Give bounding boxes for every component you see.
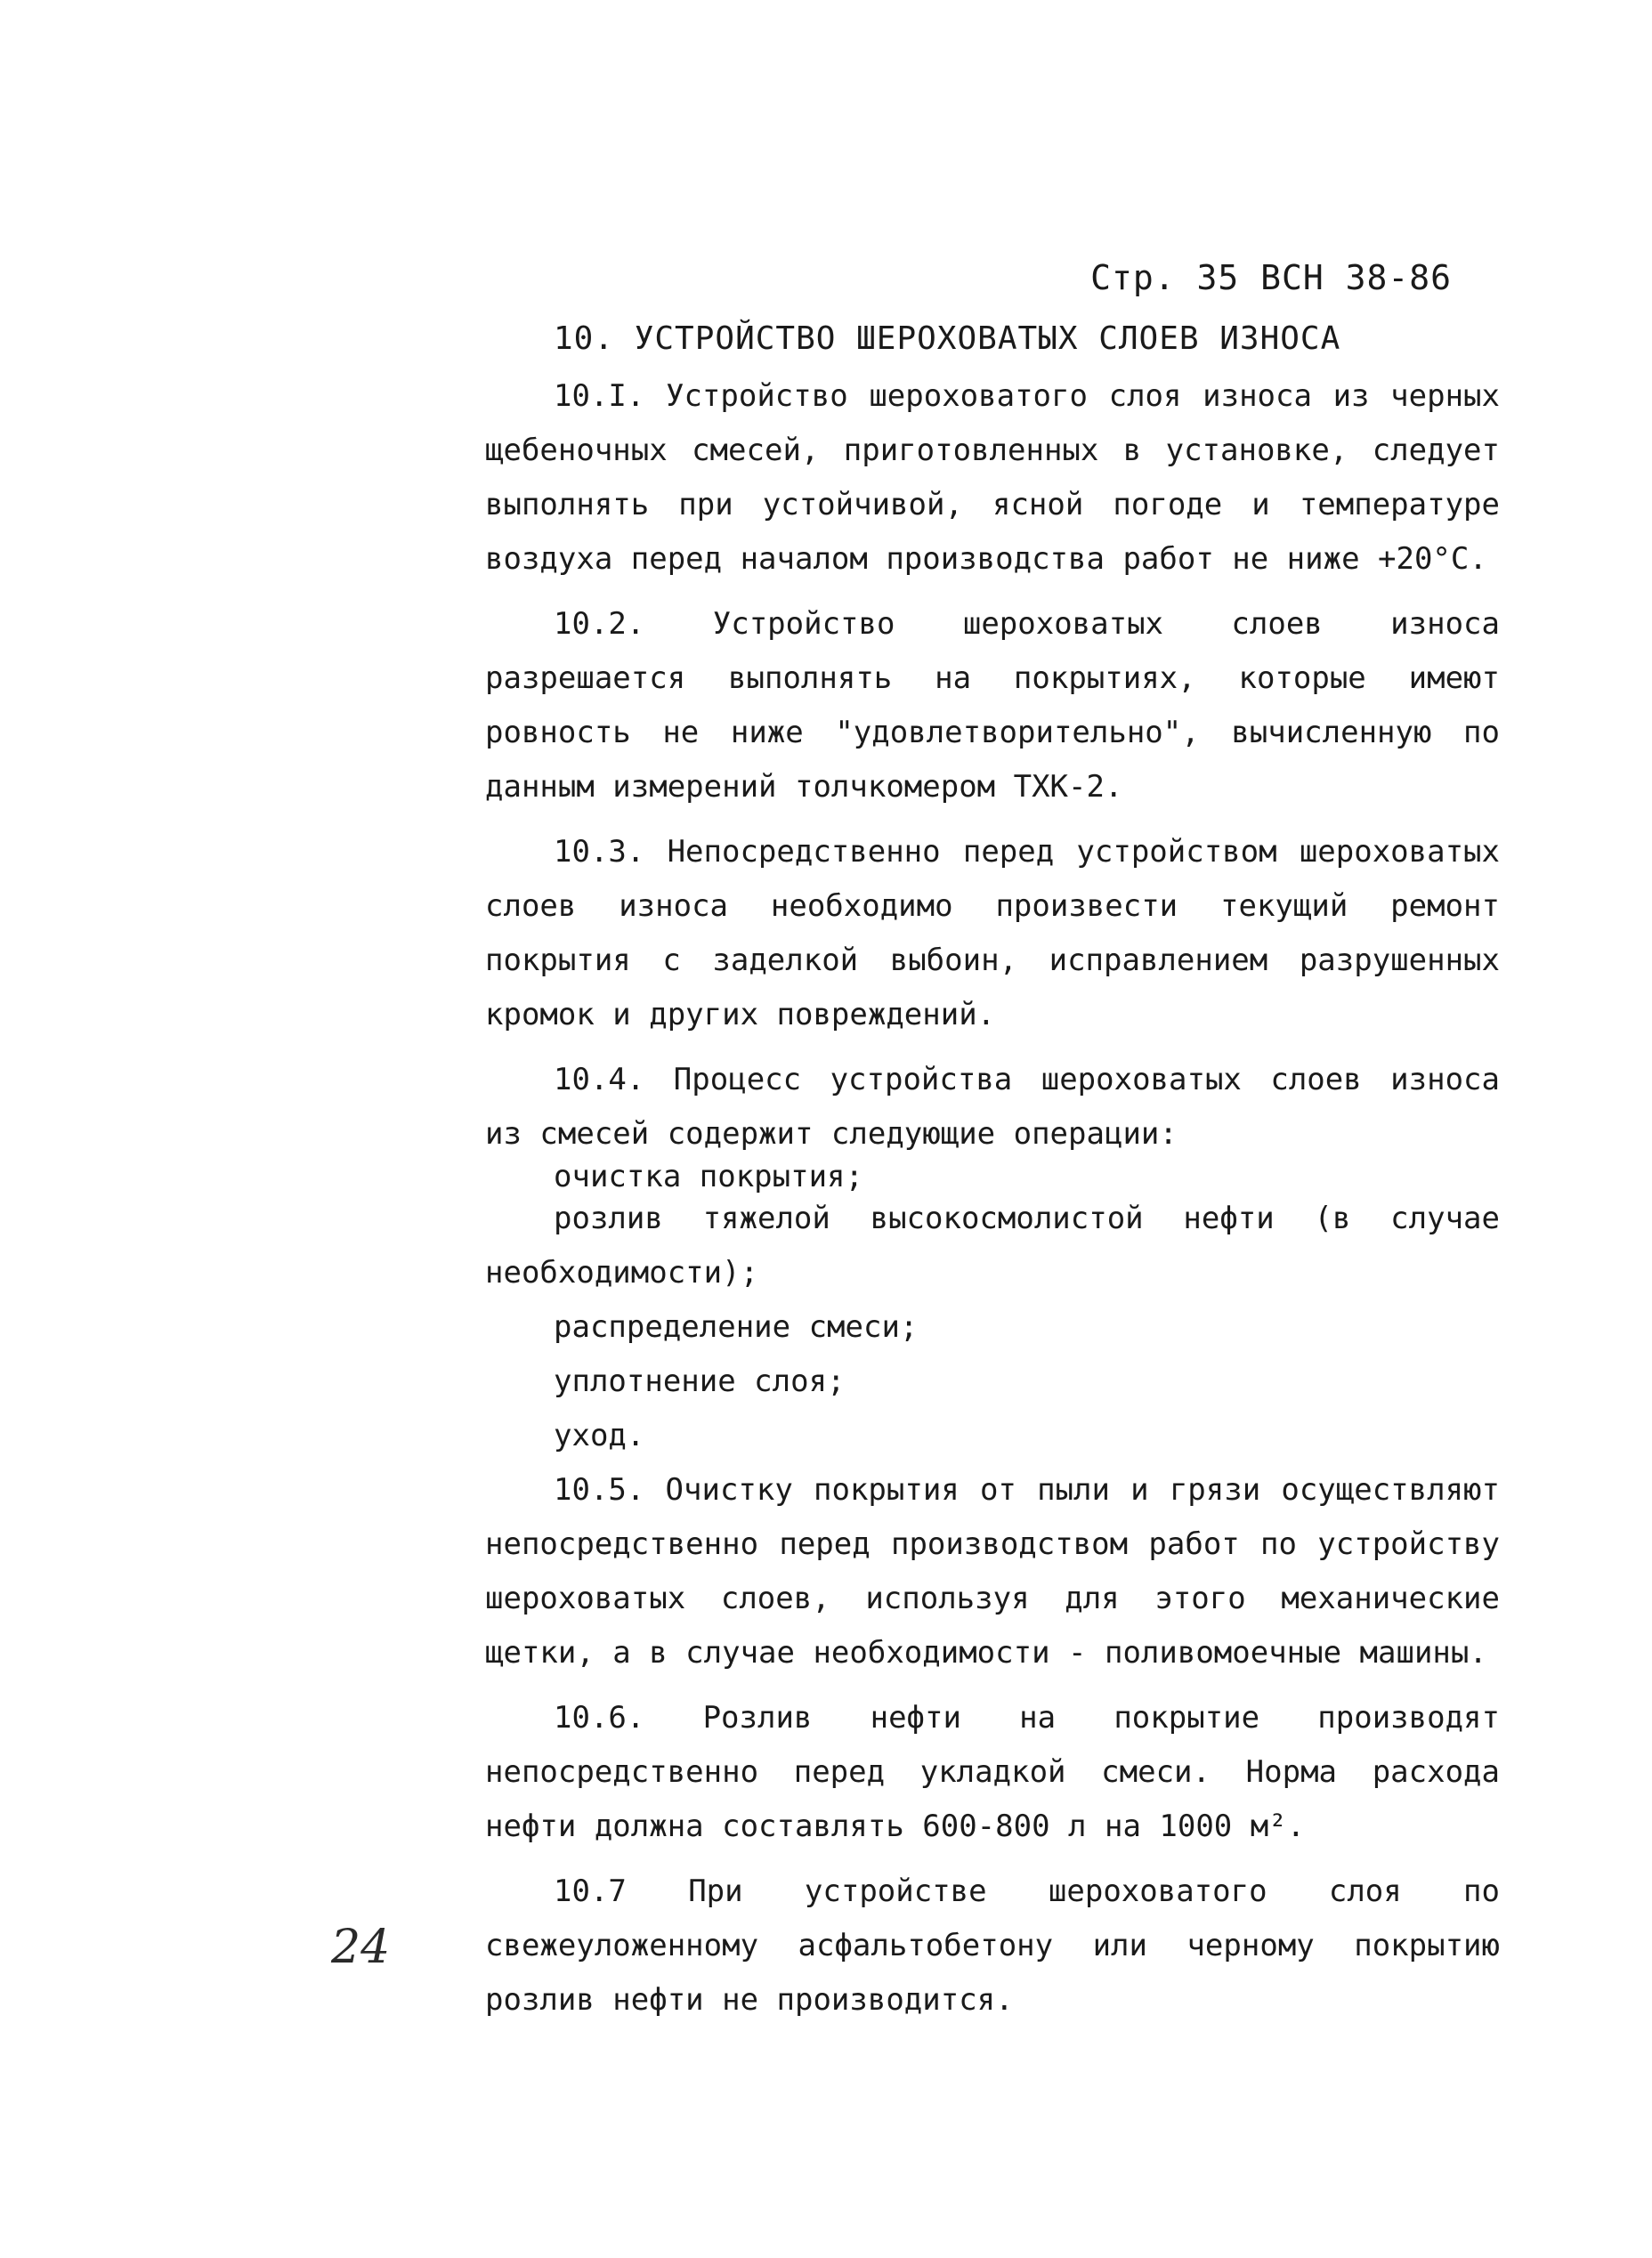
list-item: распределение смеси; (554, 1309, 919, 1345)
section-title: 10. УСТРОЙСТВО ШЕРОХОВАТЫХ СЛОЕВ ИЗНОСА (554, 320, 1341, 357)
list-item: уплотнение слоя; (554, 1364, 846, 1399)
paragraph-10-5: 10.5. Очистку покрытия от пыли и грязи осуществляют непосредственно перед производством работ по устройству шероховатых слоев, используя для этого механические щетки, а в случае необходимости - поливомоечные машины. (485, 1472, 1500, 1671)
list-item: очистка покрытия; (554, 1159, 863, 1194)
paragraph-10-3: 10.3. Непосредственно перед устройством шероховатых слоев износа необходимо произвести текущий ремонт покрытия с заделкой выбоин, исправлением разрушенных кромок и других повреждений. (485, 834, 1500, 1032)
paragraph-10-7: 10.7 При устройстве шероховатого слоя по свежеуложенному асфальтобетону или черному покрытию розлив нефти не производится. (485, 1874, 1500, 2018)
document-body (485, 369, 1500, 2038)
list-item: уход. (554, 1418, 645, 1453)
paragraph-10-4-intro: 10.4. Процесс устройства шероховатых слоев износа из смесей содержит следующие операции: (485, 1062, 1500, 1152)
operations-list (485, 1161, 1500, 1463)
page-reference: Стр. 35 ВСН 38-86 (1090, 258, 1452, 297)
paragraph-10-1: 10.I. Устройство шероховатого слоя износа из черных щебеночных смесей, приготовленных в установке, следует выполнять при устойчивой, ясной погоде и температуре воздуха перед началом производства работ не ниже +20°С. (485, 378, 1500, 577)
list-item: розлив тяжелой высокосмолистой нефти (в случае необходимости); (485, 1201, 1500, 1291)
handwritten-page-number: 24 (331, 1921, 391, 1974)
paragraph-10-6: 10.6. Розлив нефти на покрытие производят непосредственно перед укладкой смеси. Норма расхода нефти должна составлять 600-800 л на 1000 м². (485, 1700, 1500, 1844)
paragraph-10-2: 10.2. Устройство шероховатых слоев износа разрешается выполнять на покрытиях, которые имеют ровность не ниже "удовлетворительно", вычисленную по данным измерений толчкомером ТХК-2. (485, 606, 1500, 805)
